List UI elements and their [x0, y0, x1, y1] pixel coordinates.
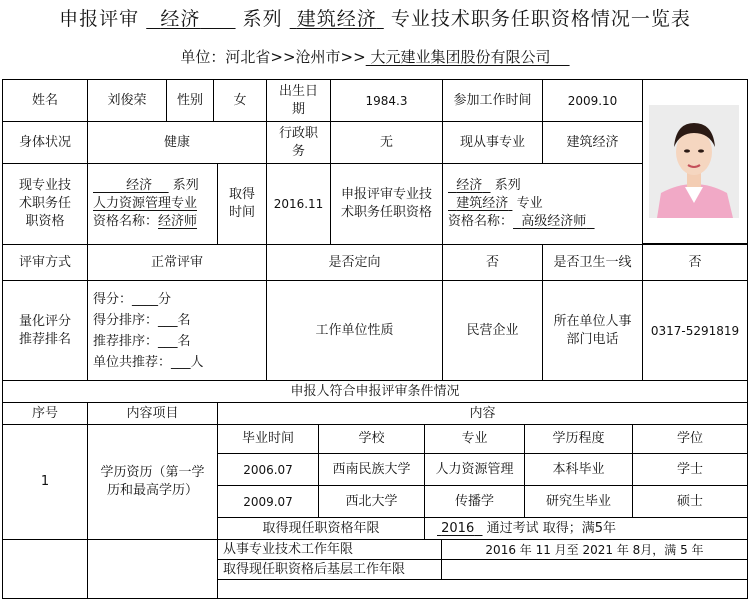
current-major-label: 现从事专业: [442, 121, 543, 164]
title-series: 经济: [160, 8, 201, 30]
health-label: 身体状况: [2, 121, 88, 164]
name-label: 姓名: [2, 79, 88, 122]
row-no-2: [2, 539, 88, 599]
birth-label: 出生日期: [266, 79, 331, 122]
unit-line: [0, 46, 750, 67]
name-value: 刘俊荣: [87, 79, 167, 122]
work-years-value: 2016 年 11 月至 2021 年 8月，满 5 年: [441, 539, 748, 560]
row-no: 1: [2, 424, 88, 540]
edu-row-2-time: 2009.07: [217, 485, 319, 518]
grassroots-value: [441, 559, 748, 580]
method-value: 正常评审: [87, 244, 267, 281]
recommend-rank-line: 推荐排序：___名: [93, 333, 191, 349]
health-line-value: 否: [642, 244, 748, 281]
unit-nature-value: 民营企业: [442, 280, 543, 381]
edu-item: 学历资历（第一学历和最高学历）: [87, 424, 218, 540]
edu-header-level: 学历程度: [524, 424, 633, 454]
birth-value: 1984.3: [330, 79, 443, 122]
title-mid: 系列: [242, 8, 283, 30]
work-years-label: 从事专业技术工作年限: [217, 539, 442, 560]
current-major-value: 建筑经济: [542, 121, 643, 164]
recommend-total-line: 单位共推荐：___人: [93, 354, 204, 370]
health-value: 健康: [87, 121, 267, 164]
title-suffix: 专业技术职务任职资格情况一览表: [390, 8, 691, 30]
health-line-label: 是否卫生一线: [542, 244, 643, 281]
admin-label: 行政职务: [266, 121, 331, 164]
apply-series-line: 经济 系列: [456, 178, 521, 193]
unit-prefix: 单位：河北省>>沧州市>>: [180, 48, 366, 66]
work-start-value: 2009.10: [542, 79, 643, 122]
edu-row-1-school: 西南民族大学: [318, 453, 425, 486]
edu-header-degree: 学位: [632, 424, 748, 454]
col-no: 序号: [2, 402, 88, 425]
current-major-line: 人力资源管理专业: [93, 196, 198, 211]
edu-row-1-degree: 学士: [632, 453, 748, 486]
col-item: 内容项目: [87, 402, 218, 425]
obtained-value: 2016.11: [266, 163, 331, 245]
unit-nature-label: 工作单位性质: [266, 280, 443, 381]
admin-value: 无: [330, 121, 443, 164]
directed-value: 否: [442, 244, 543, 281]
years-label: 取得现任职资格年限: [217, 517, 425, 540]
obtained-label: 取得时间: [217, 163, 267, 245]
edu-header-time: 毕业时间: [217, 424, 319, 454]
edu-row-2-major: 传播学: [424, 485, 525, 518]
edu-row-1-major: 人力资源管理: [424, 453, 525, 486]
edu-row-1-time: 2006.07: [217, 453, 319, 486]
applicant-photo: [649, 105, 739, 218]
gender-value: 女: [213, 79, 267, 122]
method-label: 评审方式: [2, 244, 88, 281]
apply-qual-cell: [442, 163, 643, 245]
hr-phone-label: 所在单位人事部门电话: [542, 280, 643, 381]
years-text: 通过考试 取得；满5年: [486, 520, 617, 536]
next-row: [217, 579, 748, 599]
title-major: 建筑经济: [296, 8, 377, 30]
score-label: 量化评分推荐排名: [2, 280, 88, 381]
current-qual-cell: [87, 163, 218, 245]
work-start-label: 参加工作时间: [442, 79, 543, 122]
gender-label: 性别: [166, 79, 214, 122]
current-qual-label: 现专业技术职务任职资格: [2, 163, 88, 245]
edu-header-school: 学校: [318, 424, 425, 454]
portrait-image: [649, 105, 739, 218]
edu-row-2-level: 研究生毕业: [524, 485, 633, 518]
edu-row-2-degree: 硕士: [632, 485, 748, 518]
apply-major-line: 建筑经济 专业: [456, 196, 543, 211]
score-cell: [87, 280, 267, 381]
current-series-line: 经济 系列: [126, 178, 199, 193]
years-cell: [424, 517, 748, 540]
score-rank-line: 得分排序：___名: [93, 312, 191, 328]
directed-label: 是否定向: [266, 244, 443, 281]
col-content: 内容: [217, 402, 748, 425]
hr-phone-value: 0317-5291819: [642, 280, 748, 381]
edu-header-major: 专业: [424, 424, 525, 454]
score-line: 得分：____分: [93, 291, 172, 307]
apply-name-line: 资格名称： 高级经济师: [448, 214, 587, 229]
edu-row-1-level: 本科毕业: [524, 453, 633, 486]
conditions-title: 申报人符合申报评审条件情况: [2, 380, 748, 403]
grassroots-label: 取得现任职资格后基层工作年限: [217, 559, 442, 580]
page-title: [0, 4, 750, 31]
title-prefix: 申报评审: [59, 8, 140, 30]
apply-qual-label: 申报评审专业技术职务任职资格: [330, 163, 443, 245]
unit-name: 大元建业集团股份有限公司: [370, 48, 551, 66]
item-2: [87, 539, 218, 599]
current-name-line: 资格名称：经济师: [93, 214, 198, 229]
edu-row-2-school: 西北大学: [318, 485, 425, 518]
years-value: 2016: [441, 520, 475, 536]
